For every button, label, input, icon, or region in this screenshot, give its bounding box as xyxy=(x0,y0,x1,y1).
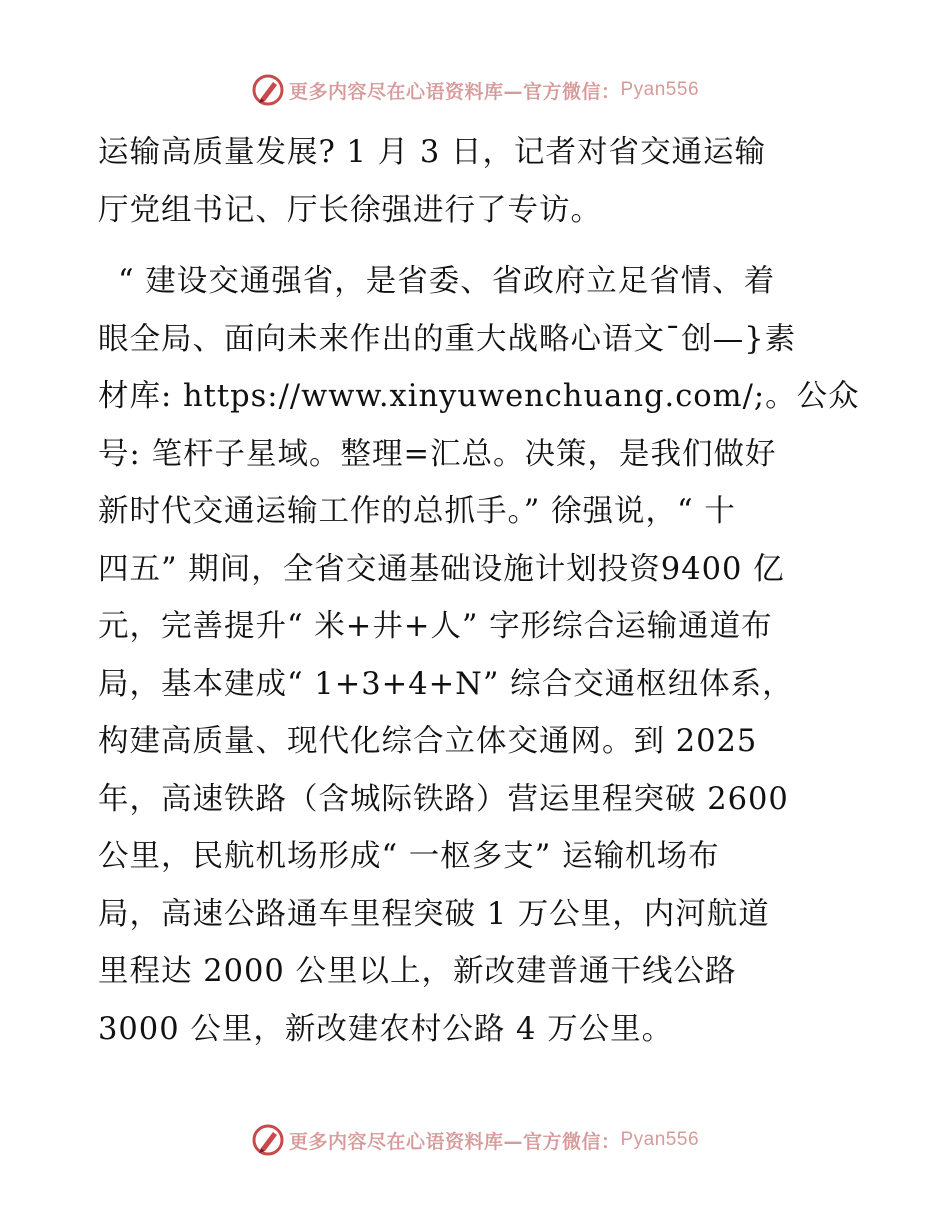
paragraph-2 xyxy=(98,253,878,1058)
footer-watermark-id: Pyan556 xyxy=(620,1129,700,1150)
paragraph-1 xyxy=(98,124,878,239)
pen-logo-icon xyxy=(251,73,285,107)
text-line: 新时代交通运输工作的总抓手。” 徐强说，“ 十 xyxy=(98,494,736,529)
text-line: 材库: https://www.xinyuwenchuang.com/;。公众 xyxy=(98,379,860,414)
text-line: 3000 公里，新改建农村公路 4 万公里。 xyxy=(98,1011,674,1047)
text-line: 年，高速铁路（含城际铁路）营运里程突破 2600 xyxy=(98,781,789,817)
text-line: 局，基本建成“ 1+3+4+N” 综合交通枢纽体系， xyxy=(98,666,794,702)
header-watermark-id: Pyan556 xyxy=(620,79,700,100)
footer-watermark-text: 更多内容尽在心语资料库—官方微信： xyxy=(288,1130,621,1153)
text-line: 构建高质量、现代化综合立体交通网。到 2025 xyxy=(98,724,758,759)
document-body xyxy=(98,124,878,1058)
text-line: 号: 笔杆子星域。整理=汇总。决策，是我们做好 xyxy=(98,436,777,472)
text-line: “ 建设交通强省，是省委、省政府立足省情、着 xyxy=(118,264,776,299)
text-line: 厅党组书记、厅长徐强进行了专访。 xyxy=(98,192,602,228)
pen-logo-icon xyxy=(251,1123,285,1157)
text-line: 运输高质量发展? 1 月 3 日，记者对省交通运输 xyxy=(98,135,766,170)
text-line: 里程达 2000 公里以上，新改建普通干线公路 xyxy=(98,954,737,989)
footer-watermark-banner xyxy=(0,1120,950,1160)
text-line: 局，高速公路通车里程突破 1 万公里，内河航道 xyxy=(98,896,770,932)
text-line: 元，完善提升“ 米+井+人” 字形综合运输通道布 xyxy=(98,609,773,644)
header-watermark-banner xyxy=(0,70,950,110)
text-line: 公里，民航机场形成“ 一枢多支” 运输机场布 xyxy=(98,839,720,874)
header-watermark-text: 更多内容尽在心语资料库—官方微信： xyxy=(288,80,621,103)
text-line: 眼全局、面向未来作出的重大战略心语文¯创—}素 xyxy=(98,321,797,357)
text-line: 四五” 期间，全省交通基础设施计划投资9400 亿 xyxy=(98,551,785,587)
